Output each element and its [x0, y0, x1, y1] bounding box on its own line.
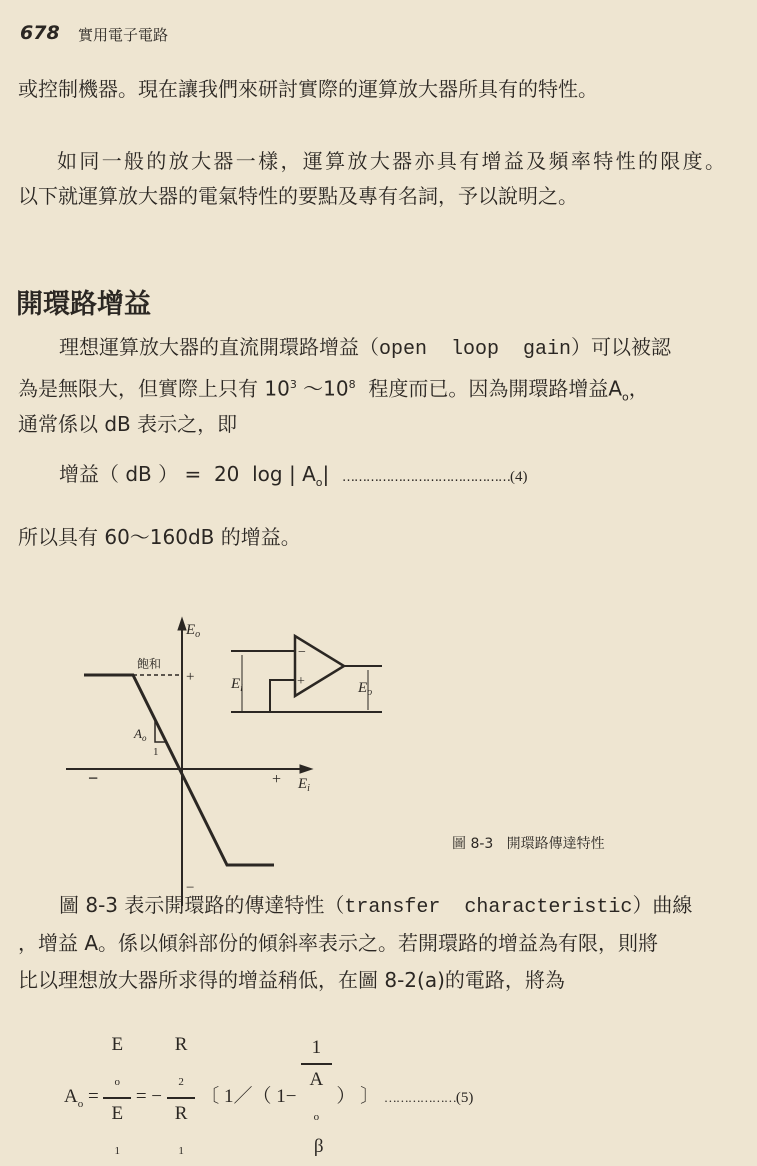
english-term: transfer characteristic [344, 896, 633, 919]
subscript: o [622, 390, 629, 404]
exponent: 8 [348, 378, 356, 391]
fraction-1-over-a-beta [301, 1033, 331, 1162]
leader-dots: …………………………………… [341, 470, 510, 485]
text: ）可以被認 [571, 335, 672, 359]
paragraph-line: 以下就運算放大器的電氣特性的要點及專有名詞，予以說明之。 [18, 184, 578, 208]
minus-left-label: − [88, 768, 99, 788]
opamp-plus-label: + [297, 674, 305, 689]
paragraph-line [59, 334, 671, 363]
eo-axis-label: $E_o$ [186, 622, 201, 640]
denominator: E $_1$ [111, 1102, 124, 1157]
saturation-label: 飽和 [137, 657, 162, 671]
exponent: 3 [289, 378, 297, 391]
text: ～10 [296, 376, 349, 401]
paragraph-line: ，增益 A。係以傾斜部份的傾斜率表示之。若開環路的增益為有限，則將 [18, 931, 659, 955]
eq-term: = − [131, 1086, 167, 1108]
numerator: R $_2$ [167, 1030, 196, 1099]
input-wire-plus [270, 680, 295, 712]
eq-term: ） 〕 [331, 1086, 384, 1108]
fraction-eo-ei [103, 1030, 131, 1166]
paragraph-line [59, 892, 692, 921]
ei-input-label: $E_i$ [231, 676, 243, 694]
running-header-title: 實用電子電路 [78, 26, 169, 44]
page-number: 678 [20, 22, 60, 44]
paragraph-line: 通常係以 dB 表示之，即 [18, 412, 238, 436]
equation-number: (5) [455, 1090, 474, 1107]
equation-number: (4) [509, 469, 528, 485]
english-term: open loop gain [379, 338, 572, 361]
text: 為是無限大，但實際上只有 10 [18, 376, 290, 401]
paragraph-line: 或控制機器。現在讓我們來研討實際的運算放大器所具有的特性。 [18, 77, 598, 101]
opamp-minus-label: − [298, 645, 306, 660]
subscript: o [77, 1097, 84, 1110]
figure-8-3 [0, 600, 757, 920]
minus-bottom-label: − [186, 880, 195, 896]
paragraph-line: 所以具有 60～160dB 的增益。 [18, 525, 301, 549]
plus-right-label: + [272, 771, 282, 788]
section-heading: 開環路增益 [16, 289, 151, 320]
formula-text: | [322, 462, 330, 486]
y-axis-arrow [178, 618, 186, 630]
formula-4 [59, 461, 527, 496]
formula-text: 增益（ dB ） = 20 log | A [59, 462, 316, 486]
eq-term: 〔 1／（ 1− [195, 1086, 302, 1108]
slope-label: $A_o$ [134, 726, 147, 743]
plus-top-label: + [186, 669, 195, 685]
paragraph-line [18, 372, 649, 411]
text: 圖 8-3 表示開環路的傳達特性（ [59, 893, 345, 917]
numerator: 1 [301, 1033, 331, 1065]
text: 程度而已。因為開環路增益A [355, 376, 623, 401]
denominator: R $_1$ [174, 1102, 188, 1157]
subscript: o [315, 476, 323, 489]
text: ， [628, 376, 649, 401]
x-axis-arrow [300, 765, 312, 773]
eq-term: = [83, 1086, 104, 1108]
slope-one-label: 1 [153, 746, 159, 758]
paragraph-line: 比以理想放大器所求得的增益稍低，在圖 8-2(a)的電路，將為 [18, 968, 565, 992]
numerator: E $_o$ [103, 1030, 131, 1099]
text: 理想運算放大器的直流開環路增益（ [59, 335, 379, 359]
figure-caption: 圖 8-3 開環路傳達特性 [452, 836, 605, 852]
leader-dots: ……………… [383, 1090, 456, 1106]
eq-term: A [64, 1086, 78, 1108]
denominator: A $_o$ β [309, 1069, 324, 1158]
fraction-r2-r1 [167, 1030, 196, 1166]
equation-5 [64, 1030, 473, 1166]
ei-axis-label: $E_i$ [298, 776, 310, 794]
text: ）曲線 [632, 893, 693, 917]
paragraph-line: 如同一般的放大器一樣，運算放大器亦具有增益及頻率特性的限度。 [57, 149, 725, 173]
eo-output-label: $E_o$ [358, 680, 373, 698]
